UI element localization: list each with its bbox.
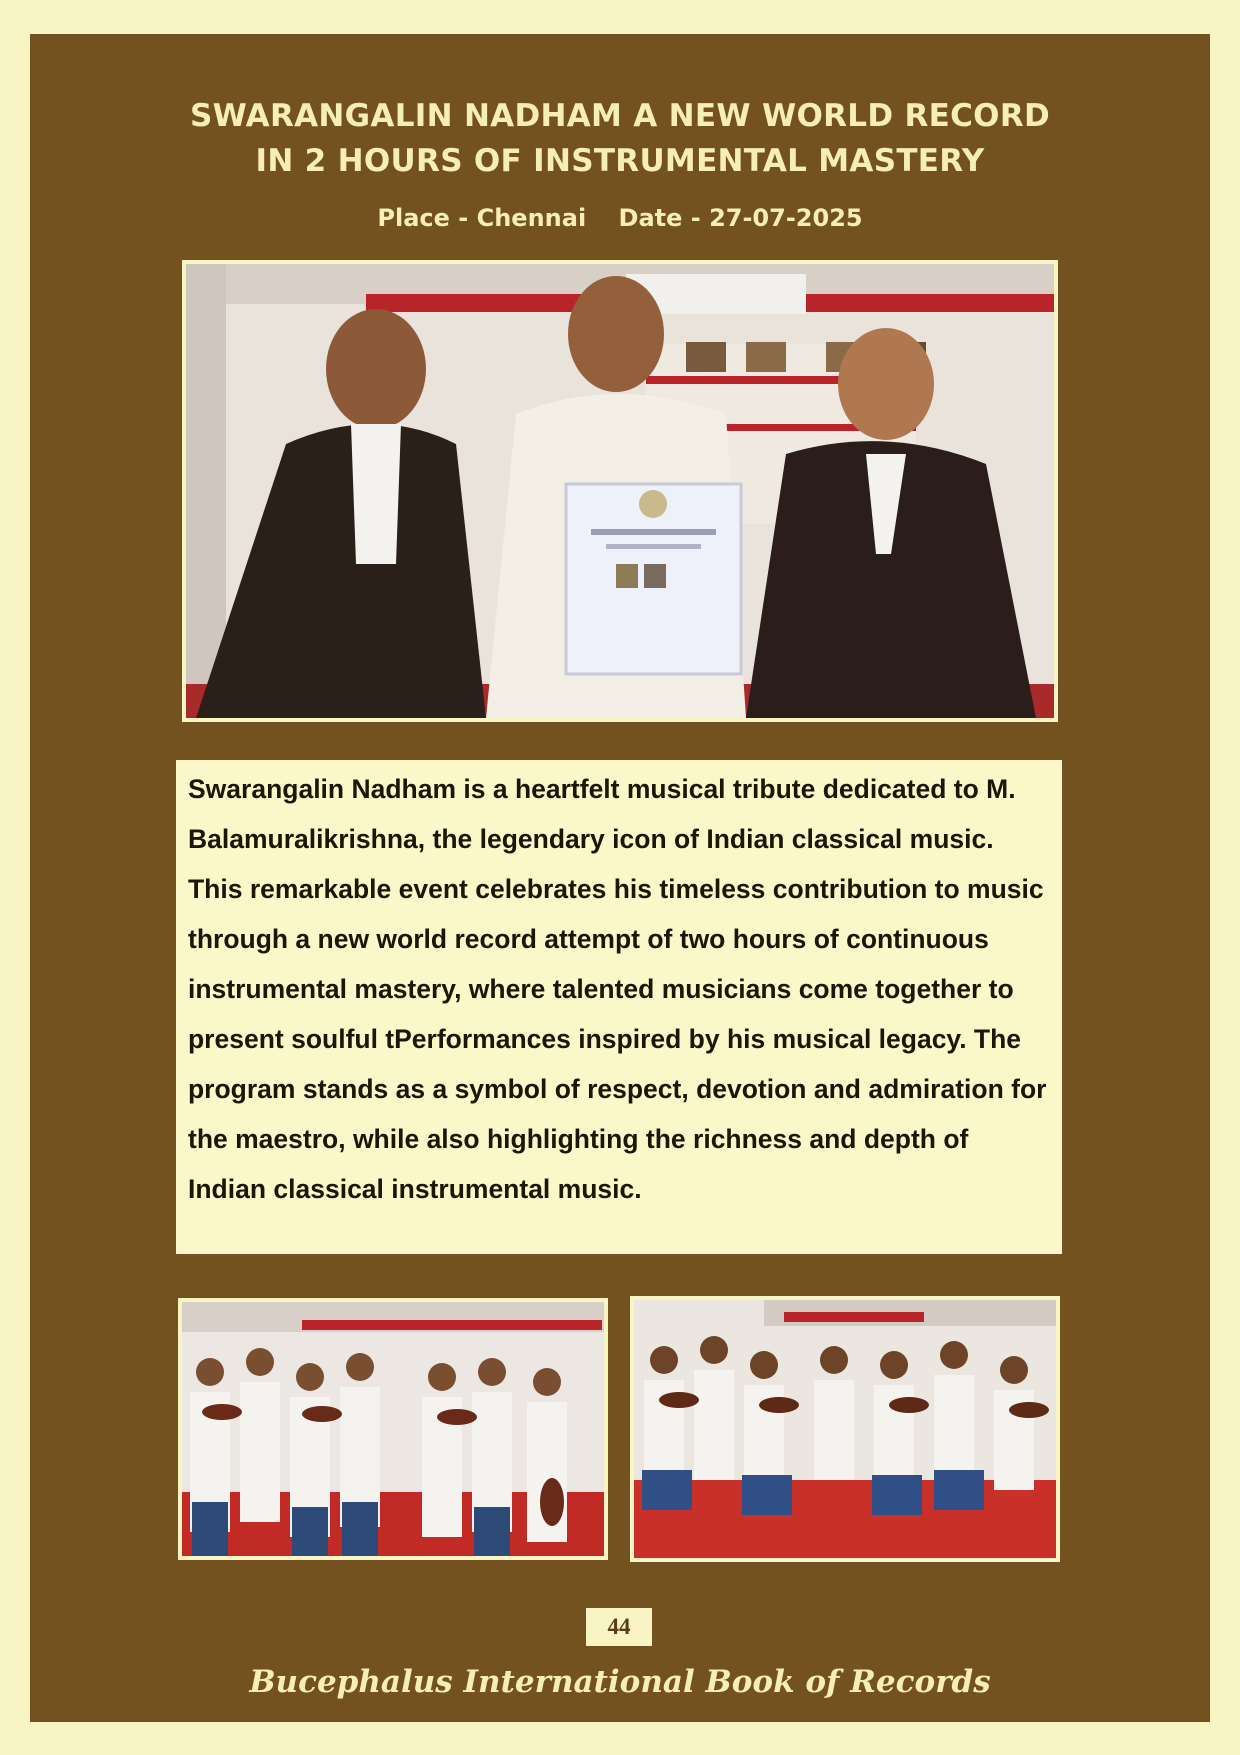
event-date: Date - 27-07-2025 (618, 204, 863, 232)
title-line-2: IN 2 HOURS OF INSTRUMENTAL MASTERY (255, 143, 985, 179)
publisher-footer: Bucephalus International Book of Records (249, 1664, 991, 1700)
event-description-box (176, 760, 1062, 1254)
page-panel (30, 34, 1210, 1722)
violinists-standing-photo (178, 1298, 608, 1560)
event-meta (30, 204, 1210, 232)
page-number: 44 (586, 1608, 652, 1646)
page-title (30, 94, 1210, 184)
certificate-presentation-photo (182, 260, 1058, 722)
event-place: Place - Chennai (377, 204, 587, 232)
title-line-1: SWARANGALIN NADHAM A NEW WORLD RECORD (189, 98, 1051, 134)
violinists-seated-photo (630, 1296, 1060, 1562)
event-description: Swarangalin Nadham is a heartfelt musical tribute dedicated to M. Balamuralikrishna, the legendary icon of Indian classical music. This remarkable event celebrates his timeless contribution to music through a new world record attempt of two hours of continuous instrumental mastery, where talented musicians come together to present soulful tPerformances inspired by his musical legacy. The program stands as a symbol of respect, devotion and admiration for the maestro, while also highlighting the richness and depth of Indian classical instrumental music. (188, 774, 1047, 1204)
